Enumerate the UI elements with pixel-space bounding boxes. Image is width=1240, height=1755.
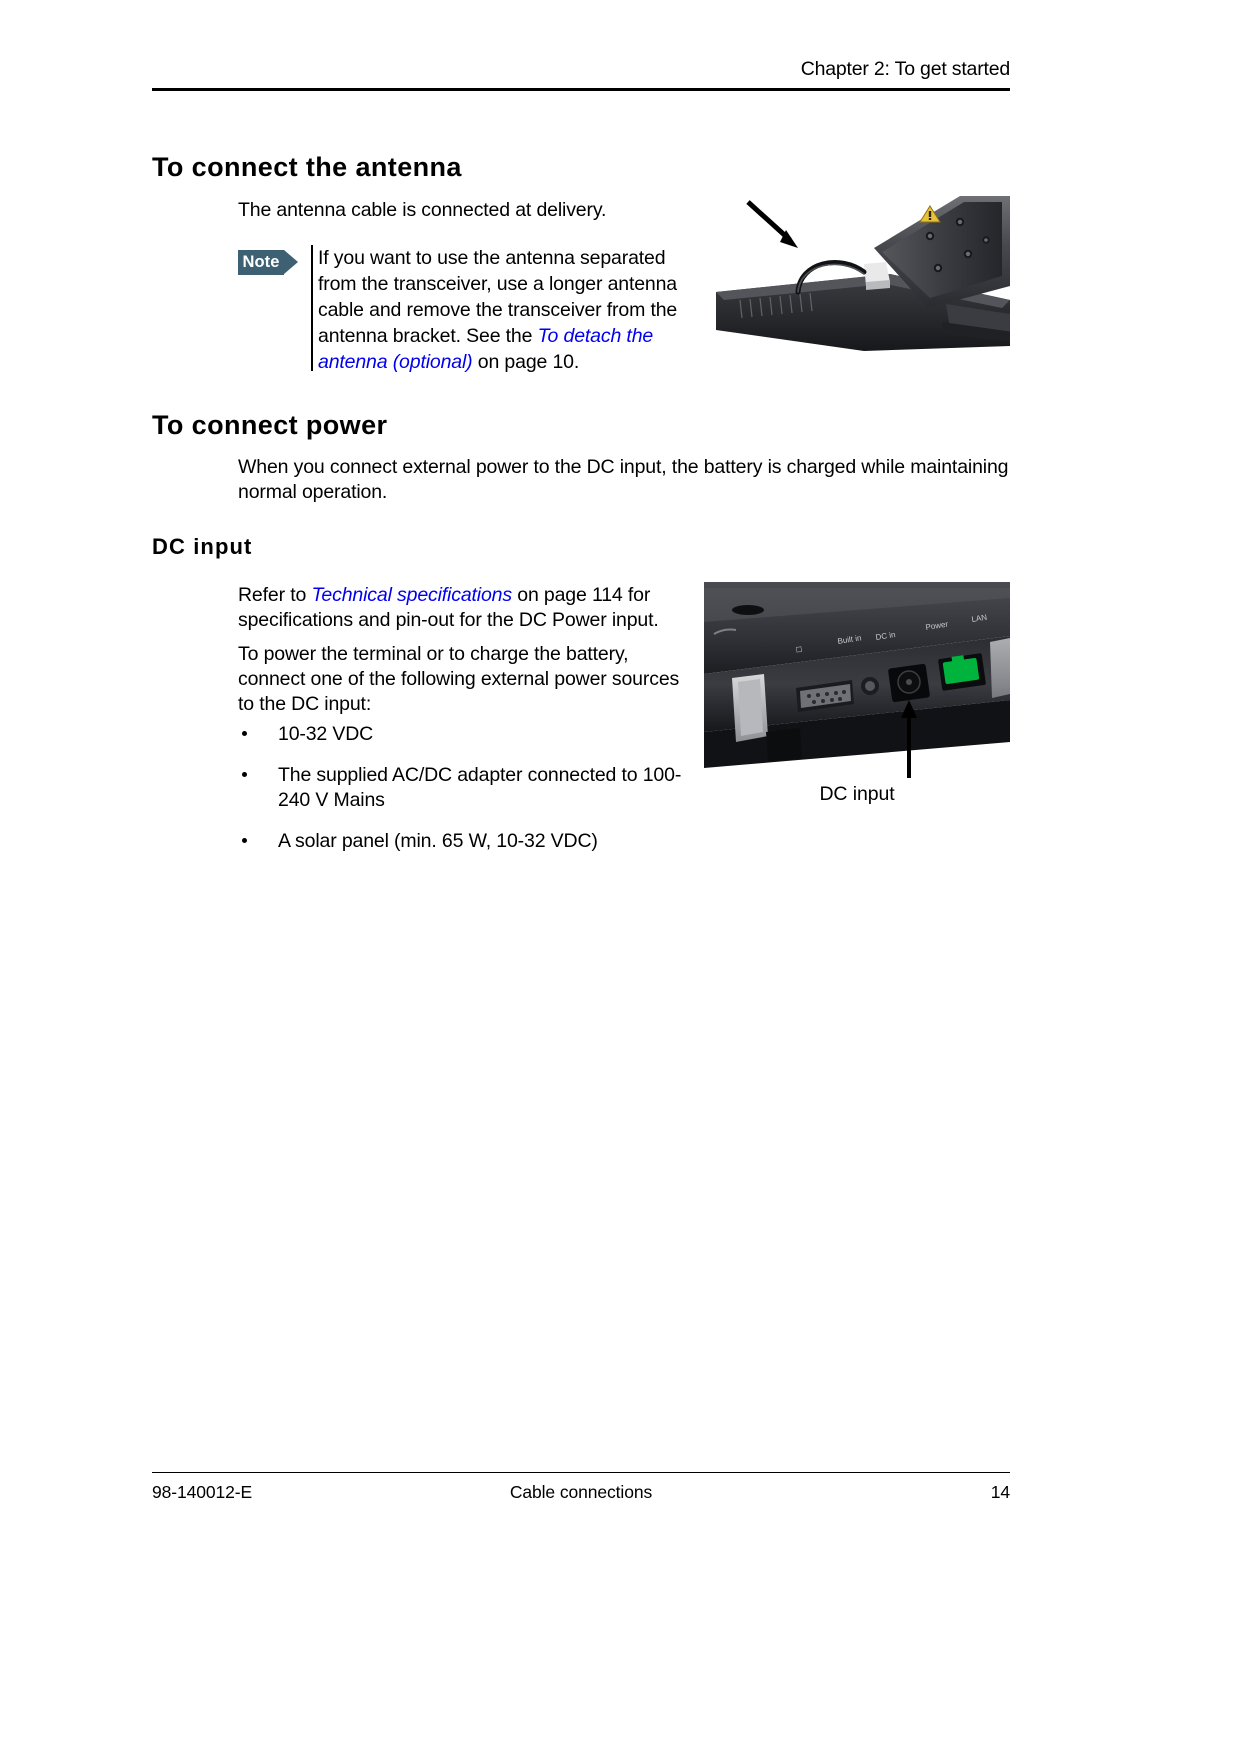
note-text (318, 245, 706, 375)
svg-text:LAN: LAN (970, 612, 988, 624)
list-item (238, 763, 698, 813)
antenna-bracket-illustration (714, 196, 1010, 351)
note-vertical-rule (311, 245, 313, 371)
section-title-connect-antenna: To connect the antenna (152, 152, 462, 182)
note-text-part2: on page 10. (472, 351, 580, 373)
bullet-label: A solar panel (min. 65 W, 10-32 VDC) (278, 830, 598, 852)
footer-document-number: 98-140012-E (152, 1482, 253, 1502)
subsection-title-dc-input: DC input (152, 534, 253, 559)
note-text-part1: If you want to use the antenna separated from the transceiver, use a longer antenna cable and remove the transceiver from the antenna bracket. See the (318, 247, 678, 347)
list-item (238, 722, 698, 747)
note-badge-arrow-icon (284, 250, 298, 274)
antenna-intro-paragraph: The antenna cable is connected at delivery. (238, 199, 607, 221)
svg-text:◻: ◻ (794, 644, 803, 654)
dc-input-paragraph-1 (238, 583, 698, 633)
svg-text:DC in: DC in (874, 629, 897, 642)
dc-para1-after-link: on page 114 for specifications and pin-out for the DC Power input. (238, 584, 659, 631)
footer-rule (152, 1472, 1010, 1473)
footer-section-name: Cable connections (509, 1482, 653, 1502)
dc-input-bullet-list (238, 722, 698, 870)
list-item (238, 829, 698, 854)
dc-input-panel-illustration (704, 582, 1010, 779)
header-rule (152, 88, 1010, 91)
svg-text:Power: Power (924, 619, 949, 632)
note-link-to-detach-antenna[interactable]: To detach the antenna (optional) (318, 325, 654, 373)
footer-page-number: 14 (990, 1482, 1010, 1502)
dc-link-technical-specifications[interactable]: Technical specifications (311, 584, 512, 606)
callout-arrow-icon (748, 202, 798, 248)
section-title-connect-power: To connect power (152, 410, 388, 440)
figure-dc-input-panel (704, 582, 1010, 779)
bullet-label: The supplied AC/DC adapter connected to 100-240 V Mains (278, 764, 682, 811)
dc-para1-before-link: Refer to (238, 584, 312, 606)
bullet-dot-icon (242, 731, 247, 736)
dc-input-paragraph-2: To power the terminal or to charge the battery, connect one of the following external power sources to the DC input: (238, 643, 680, 715)
bullet-label: 10-32 VDC (278, 723, 374, 745)
figure-antenna-bracket (714, 196, 1010, 351)
power-paragraph: When you connect external power to the DC input, the battery is charged while maintaining normal operation. (238, 456, 1009, 503)
page-header-text: Chapter 2: To get started (800, 58, 1010, 80)
dc-input-jack (888, 664, 930, 703)
svg-text:Built in: Built in (836, 633, 863, 646)
bullet-dot-icon (242, 838, 247, 843)
bullet-dot-icon (242, 772, 247, 777)
note-badge-label: Note (242, 253, 280, 271)
figure-dc-input-caption: DC input (819, 783, 895, 805)
